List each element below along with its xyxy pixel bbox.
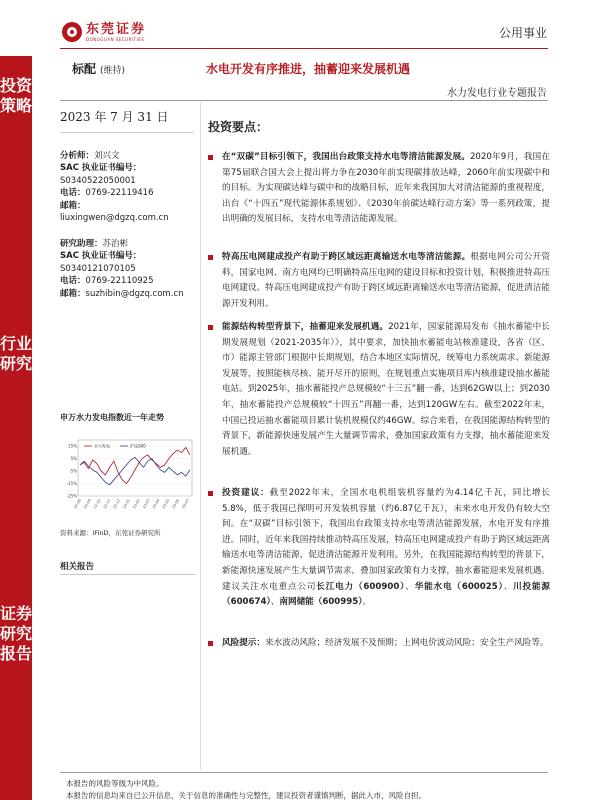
key-point-lead: 特高压电网建成投产有助于跨区域远距离输送水电等清洁能源。 — [222, 252, 471, 262]
key-point-2 — [208, 250, 550, 312]
chart-x-tick-label: 23-03 — [142, 498, 151, 510]
company-1: 长江电力（600900） — [316, 581, 406, 592]
logo-name: 东莞证券 — [86, 21, 147, 37]
separator: 、 — [405, 581, 415, 592]
terminator: 。 — [362, 597, 372, 608]
assistant-block — [60, 238, 200, 300]
company-3: 川投能源（600674） — [222, 581, 550, 608]
key-point-body: 根据电网公司公开资料，国家电网、南方电网均已明确特高压电网的建设目标和投资计划，积极推进特高压电网建设。特高压电网建成投产有助于跨区域远距离输送水电等清洁能源，促进清洁能源开发利用。 — [222, 252, 550, 309]
assistant-phone: 0769-22110925 — [85, 276, 154, 287]
chart-title: 申万水力发电指数近一年走势 — [60, 413, 164, 422]
assistant-email: suzhibin@dgzq.com.cn — [85, 288, 184, 299]
related-reports-label: 相关报告 — [60, 562, 95, 572]
chart-x-tick-label: 23-06 — [171, 498, 181, 510]
chart-y-tick-label: -15% — [66, 481, 77, 487]
advice-body: 截至2022年末，全国水电机组装机容量约为4.14亿千瓦，同比增长5.8%，低于我国已探明可开发装机容量（约6.87亿千瓦），未来水电开发仍有较大空间。在“双碳”目标引领下，我国出台政策支持水电等清洁能源发展，水电开发有序推进。同时，近年来我国持续推动特高压发展，特高压电网建成投产有助于跨区域远距离输送水电等清洁能源，促进清洁能源开发利用。另外，在我国能源结构转型的背景下，新能源快速发展产生大量调节需求，叠加国家政策有力支撑，抽水蓄能迎来发展机遇。建议关注水电重点公司 — [222, 488, 550, 592]
date-divider — [60, 132, 194, 133]
risk-level-note: 本报告的风险等级为中风险。 — [66, 779, 164, 788]
bullet-icon — [208, 155, 213, 160]
separator: 、 — [503, 581, 514, 592]
risk-warning — [208, 636, 550, 652]
key-point-body: 2021年，国家能源局发布《抽水蓄能中长期发展规划（2021-2035年）》，其中要求，加快抽水蓄能电站核准建设，各省（区、市）能源主管部门根据中长期规划，结合本地区实际情况，统筹电力系统需求、新能源发展等，按照能核尽核、能开尽开的原则，在规划重点实施项目库内核准建设抽水蓄能电站。到2025年，抽水蓄能投产总规模较“十三五”翻一番，达到62GW以上；到2030年，抽水蓄能投产总规模较“十四五”再翻一番，达到120GW左右。截至2022年末，中国已投运抽水蓄能项目累计装机规模仅约46GW。综合来看，在我国能源结构转型的背景下，新能源快速发展产生大量调节需求，叠加国家政策有力支撑，抽水蓄能迎来发展机遇。 — [222, 322, 550, 457]
advice-lead: 投资建议： — [222, 488, 270, 498]
chart-y-tick-label: -5% — [69, 468, 77, 474]
chart-x-tick-label: 22-08 — [73, 498, 82, 510]
analyst-email: liuxingwen@dgzq.com.cn — [60, 213, 169, 224]
chart-y-tick-label: -25% — [66, 493, 77, 499]
column-divider — [200, 102, 201, 770]
key-point-lead: 能源结构转型背景下，抽蓄迎来发展机遇。 — [222, 322, 389, 332]
chart-x-tick-label: 23-05 — [161, 498, 171, 510]
chart-series-line-1 — [80, 447, 190, 483]
risk-lead: 风险提示： — [222, 638, 265, 648]
assistant-email-label: 邮箱： — [60, 288, 86, 299]
analyst-phone-label: 电话： — [60, 188, 86, 199]
risk-body: 来水波动风险；经济发展不及预期；上网电价波动风险；安全生产风险等。 — [264, 638, 549, 648]
header-divider — [60, 48, 548, 49]
chart-x-tick-label: 22-11 — [102, 498, 112, 510]
chart-x-tick-label: 23-04 — [151, 498, 161, 510]
report-subtitle: 水力发电行业专题报告 — [447, 88, 547, 99]
chart-legend-label: 沪深300 — [130, 443, 146, 449]
page-header — [0, 0, 600, 56]
chart-x-tick-label: 23-01 — [122, 498, 131, 510]
company-4: 南网储能（600995） — [279, 597, 363, 608]
chart-legend-label: 水力发电 — [94, 443, 110, 449]
assistant-sac-label: SAC 执业证书编号： — [60, 251, 142, 262]
logo-emblem-icon — [62, 22, 82, 42]
disclaimer-note: 本报告的信息均来自已公开信息，关于信息的准确性与完整性，建议投资者谨慎判断，据此入市，风险自担。 — [66, 791, 426, 800]
rating-value: 标配 — [72, 62, 97, 76]
rating-sub: (维持) — [100, 66, 126, 76]
side-band — [0, 56, 32, 800]
title-divider — [60, 100, 548, 101]
key-point-3 — [208, 320, 550, 460]
rating — [72, 60, 125, 77]
footer-divider — [60, 772, 548, 773]
investment-advice — [208, 486, 550, 611]
assistant-sac: S0340121070105 — [60, 263, 136, 274]
analyst-email-label: 邮箱： — [60, 200, 86, 211]
analyst-sac: S0340522050001 — [60, 175, 136, 186]
band-label-industry: 行业研究 — [0, 334, 33, 373]
assistant-phone-label: 电话： — [60, 276, 86, 287]
related-divider — [60, 574, 196, 575]
band-label-report: 证券研究报告 — [0, 604, 33, 663]
logo-english-name: DONGGUAN SECURITIES — [86, 36, 145, 42]
chart-x-tick-label: 22-12 — [112, 498, 122, 510]
key-point-1 — [208, 150, 550, 228]
bullet-icon — [208, 255, 213, 260]
key-point-body: 2020年9月，我国在第75届联合国大会上提出将力争在2030年前实现碳排放达峰，2060年前实现碳中和的目标。为实现碳达峰与碳中和的战略目标，近年来我国加大对清洁能源的重视程度，出台《“十四五”现代能源体系规划》、《2030年前碳达峰行动方案》等一系列政策，提出明确的发展目标，支持水电等清洁能源发展。 — [222, 152, 550, 225]
bullet-icon — [208, 641, 213, 646]
chart-y-tick-label: 5% — [70, 456, 77, 462]
report-title: 水电开发有序推进，抽蓄迎来发展机遇 — [206, 62, 411, 76]
analyst-name-label: 分析师： — [60, 151, 95, 161]
report-date: 2023 年 7 月 31 日 — [60, 110, 169, 124]
index-trend-chart — [60, 428, 196, 518]
analyst-sac-label: SAC 执业证书编号： — [60, 163, 142, 174]
sector-label: 公用事业 — [498, 26, 547, 40]
band-label-strategy: 投资策略 — [0, 76, 33, 115]
analyst-phone: 0769-22119416 — [85, 188, 154, 199]
analyst-name: 刘兴文 — [94, 151, 120, 161]
assistant-name-label: 研究助理： — [60, 239, 103, 249]
chart-x-tick-label: 23-02 — [132, 498, 141, 510]
company-2: 华能水电（600025） — [414, 581, 504, 592]
company-logo — [62, 22, 146, 42]
bullet-icon — [208, 491, 213, 496]
bullet-icon — [208, 325, 213, 330]
key-points-header: 投资要点： — [208, 120, 269, 134]
key-point-lead: 在“双碳”目标引领下，我国出台政策支持水电等清洁能源发展。 — [222, 152, 470, 162]
chart-y-tick-label: 15% — [68, 443, 77, 449]
assistant-name: 苏治彬 — [102, 239, 129, 249]
analyst-block — [60, 150, 200, 224]
chart-source: 资料来源：iFinD，东莞证券研究所 — [60, 529, 161, 537]
separator: 、 — [270, 597, 280, 608]
chart-x-tick-label: 22-10 — [92, 498, 102, 510]
chart-x-tick-label: 22-09 — [83, 498, 92, 510]
chart-x-tick-label: 23-07 — [181, 498, 190, 510]
